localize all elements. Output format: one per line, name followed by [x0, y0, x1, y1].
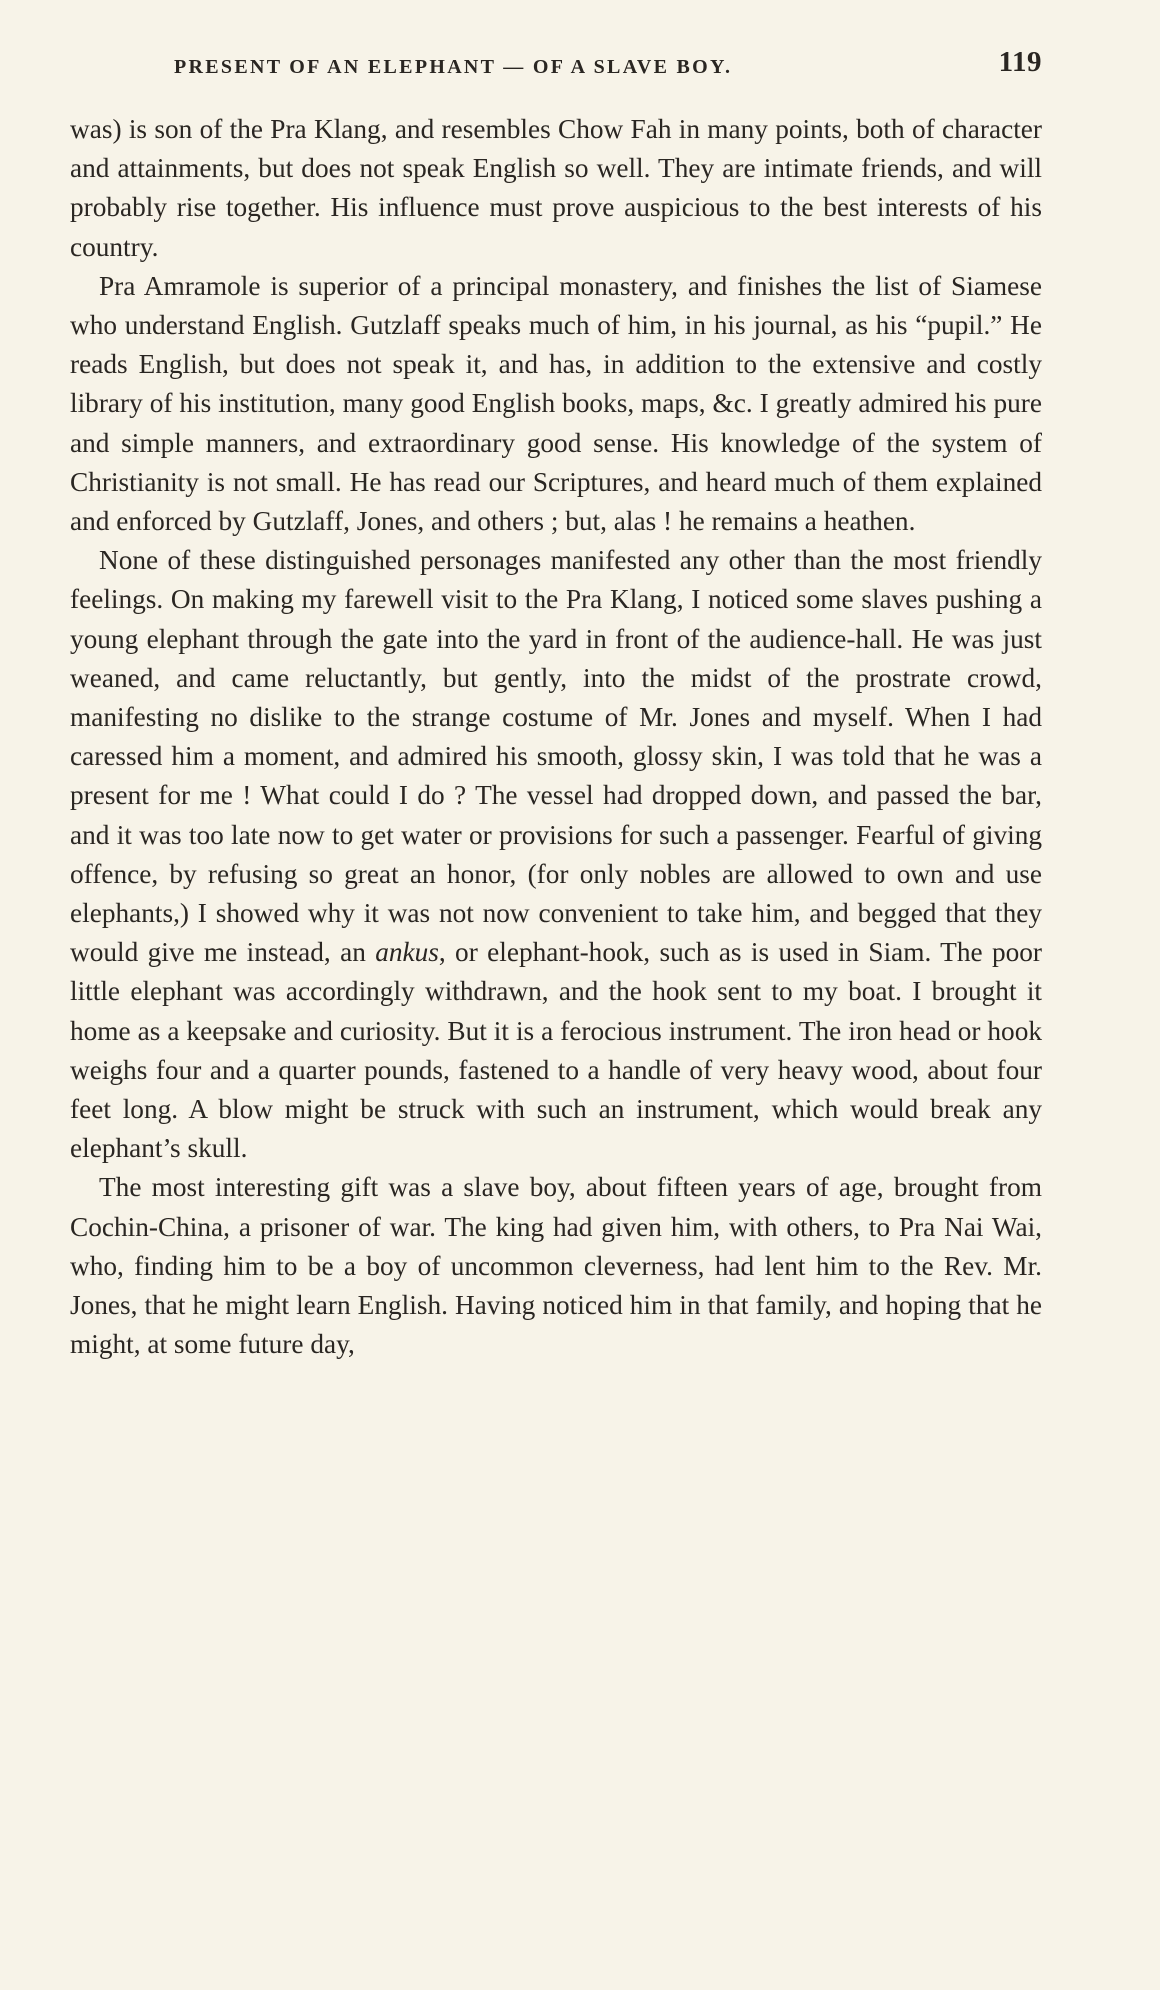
paragraph-1: was) is son of the Pra Klang, and resembles Chow Fah in many points, both of character and attainments, but does not speak English so well. They are intimate friends, and will probably rise together. His influence must prove auspicious to the best interests of his country.	[70, 114, 1042, 262]
paragraph-4: The most interesting gift was a slave boy, about fifteen years of age, brought from Cochin-China, a prisoner of war. The king had given him, with others, to Pra Nai Wai, who, finding him to be a boy of uncommon cleverness, had lent him to the Rev. Mr. Jones, that he might learn English. Having noticed him in that family, and hoping that he might, at some future day,	[70, 1172, 1042, 1360]
body-text	[70, 110, 1042, 1365]
paragraph-3	[70, 541, 1042, 1168]
paragraph-3-text-after: , or elephant-hook, such as is used in Siam. The poor little elephant was accordingly withdrawn, and the hook sent to my boat. I brought it home as a keepsake and curiosity. But it is a ferocious instrument. The iron head or hook weighs four and a quarter pounds, fastened to a handle of very heavy wood, about four feet long. A blow might be struck with such an instrument, which would break any elephant’s skull.	[70, 937, 1042, 1164]
running-head	[70, 44, 1042, 88]
book-page	[70, 44, 1042, 1365]
page-number: 119	[998, 46, 1042, 78]
paragraph-2: Pra Amramole is superior of a principal monastery, and finishes the list of Siamese who understand English. Gutzlaff speaks much of him, in his journal, as his “pupil.” He reads English, but does not speak it, and has, in addition to the extensive and costly library of his institution, many good English books, maps, &c. I greatly admired his pure and simple manners, and extraordinary good sense. His knowledge of the system of Christianity is not small. He has read our Scriptures, and heard much of them explained and enforced by Gutzlaff, Jones, and others ; but, alas ! he remains a heathen.	[70, 270, 1042, 537]
paragraph-3-text-before: None of these distinguished personages manifested any other than the most friendly feelings. On making my farewell visit to the Pra Klang, I noticed some slaves pushing a young elephant through the gate into the yard in front of the audience-hall. He was just weaned, and came reluctantly, but gently, into the midst of the prostrate crowd, manifesting no dislike to the strange costume of Mr. Jones and myself. When I had caressed him a moment, and admired his smooth, glossy skin, I was told that he was a present for me ! What could I do ? The vessel had dropped down, and passed the bar, and it was too late now to get water or provisions for such a passenger. Fearful of giving offence, by refusing so great an honor, (for only nobles are allowed to own and use elephants,) I showed why it was not now convenient to take him, and begged that they would give me instead, an	[70, 545, 1042, 968]
ankus-term: ankus	[375, 937, 439, 968]
running-title: PRESENT OF AN ELEPHANT — OF A SLAVE BOY.	[174, 56, 733, 78]
